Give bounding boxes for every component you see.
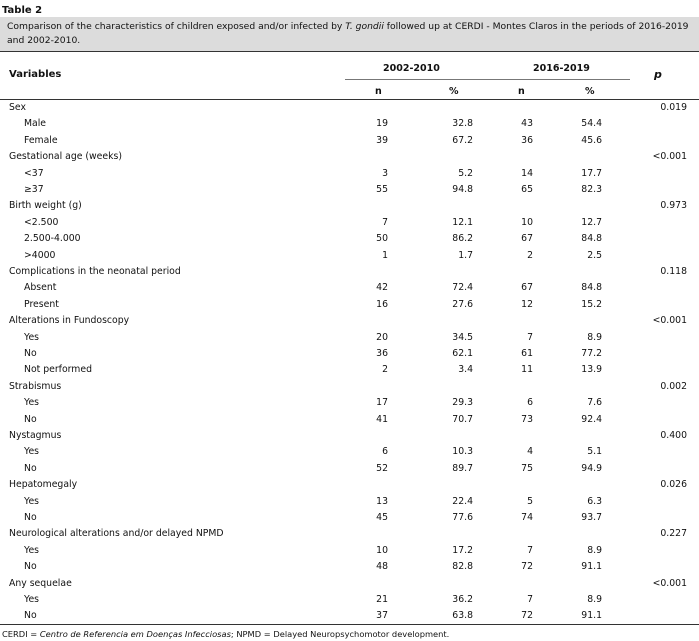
category-label: No (24, 413, 37, 425)
period-header-rule (345, 79, 630, 80)
variable-group-label: Sex (9, 102, 26, 113)
n-2016-2019: 6 (527, 397, 533, 409)
n-2002-2010: 10 (376, 544, 388, 556)
pct-2016-2019: 7.6 (587, 397, 602, 409)
category-label: Yes (24, 594, 40, 605)
pct-2016-2019: 8.9 (587, 331, 602, 343)
pct-2016-2019: 15.2 (581, 298, 602, 310)
pct-2002-2010: 34.5 (452, 331, 473, 343)
n-2016-2019: 2 (527, 249, 533, 261)
category-label: Yes (24, 331, 40, 343)
p-value-header: p (654, 68, 662, 81)
category-label: Absent (24, 282, 57, 294)
variable-group-label: Strabismus (9, 380, 62, 392)
n-2002-2010: 20 (376, 331, 388, 343)
category-label: Yes (24, 397, 40, 409)
footnote (2, 629, 449, 639)
n-2016-2019: 7 (527, 594, 533, 605)
p-value: 0.227 (660, 528, 687, 540)
pct-2002-2010: 5.2 (458, 167, 473, 179)
n-2016-2019: 65 (521, 184, 533, 195)
n-2016-2019: 5 (527, 495, 533, 507)
variables-header: Variables (9, 69, 62, 80)
n-2016-2019: 61 (521, 348, 533, 359)
category-label: Male (24, 118, 47, 130)
pct-2016-2019: 82.3 (581, 184, 602, 195)
pct-header-1: % (449, 86, 459, 97)
n-2016-2019: 73 (521, 413, 533, 425)
pct-2016-2019: 17.7 (581, 167, 602, 179)
category-label: Yes (24, 446, 40, 458)
n-2016-2019: 7 (527, 331, 533, 343)
p-value: <0.001 (652, 577, 687, 589)
pct-2002-2010: 36.2 (452, 594, 473, 605)
pct-2016-2019: 94.9 (581, 462, 602, 474)
category-label: <2.500 (24, 216, 59, 228)
pct-2002-2010: 94.8 (452, 184, 473, 195)
pct-2016-2019: 5.1 (587, 446, 602, 458)
category-label: 2.500-4.000 (24, 233, 81, 245)
n-2016-2019: 10 (521, 216, 533, 228)
caption-bottom-rule (0, 51, 699, 52)
category-label: Yes (24, 544, 40, 556)
variable-group-label: Nystagmus (9, 430, 62, 441)
variable-group-label: Neurological alterations and/or delayed NPMD (9, 528, 224, 540)
n-2016-2019: 74 (521, 512, 533, 523)
n-2002-2010: 21 (376, 594, 388, 605)
footnote-text-2: ; NPMD = Delayed Neuropsychomotor development. (230, 629, 450, 639)
pct-2002-2010: 12.1 (452, 216, 473, 228)
n-2016-2019: 4 (527, 446, 533, 458)
n-2016-2019: 72 (521, 561, 533, 573)
footnote-expansion: Centro de Referencia em Doenças Infecciosas (39, 629, 231, 639)
pct-2002-2010: 89.7 (452, 462, 473, 474)
footnote-text-1: CERDI = (2, 629, 40, 639)
n-2002-2010: 2 (382, 364, 388, 376)
pct-2002-2010: 82.8 (452, 561, 473, 573)
pct-2002-2010: 29.3 (452, 397, 473, 409)
pct-2002-2010: 10.3 (452, 446, 473, 458)
pct-header-2: % (585, 86, 595, 97)
n-2002-2010: 16 (376, 298, 388, 310)
pct-2002-2010: 3.4 (458, 364, 473, 376)
pct-2016-2019: 91.1 (581, 561, 602, 573)
n-2002-2010: 3 (382, 167, 388, 179)
pct-2002-2010: 70.7 (452, 413, 473, 425)
category-label: No (24, 512, 37, 523)
category-label: No (24, 348, 37, 359)
n-header-1: n (375, 86, 382, 97)
pct-2016-2019: 2.5 (587, 249, 602, 261)
pct-2016-2019: 93.7 (581, 512, 602, 523)
n-2002-2010: 6 (382, 446, 388, 458)
pct-2002-2010: 63.8 (452, 610, 473, 622)
p-value: 0.973 (660, 200, 687, 212)
variable-group-label: Hepatomegaly (9, 479, 78, 491)
p-value: 0.026 (660, 479, 687, 491)
pct-2002-2010: 67.2 (452, 134, 473, 146)
pct-2002-2010: 27.6 (452, 298, 473, 310)
period-2016-2019-header: 2016-2019 (533, 63, 590, 74)
p-value: <0.001 (652, 315, 687, 327)
period-2002-2010-header: 2002-2010 (383, 63, 440, 74)
n-2016-2019: 67 (521, 233, 533, 245)
table-caption (7, 20, 697, 47)
pct-2016-2019: 45.6 (581, 134, 602, 146)
n-2002-2010: 48 (376, 561, 388, 573)
caption-text-2: followed up at CERDI - Montes Claros in the periods of 2016-2019 and 2002-2010. (7, 21, 689, 46)
n-2016-2019: 36 (521, 134, 533, 146)
pct-2016-2019: 84.8 (581, 233, 602, 245)
caption-text-1: Comparison of the characteristics of children exposed and/or infected by (7, 21, 346, 32)
n-2002-2010: 50 (376, 233, 388, 245)
category-label: Present (24, 298, 59, 310)
n-2002-2010: 37 (376, 610, 388, 622)
category-label: No (24, 561, 37, 573)
pct-2016-2019: 12.7 (581, 216, 602, 228)
pct-2002-2010: 77.6 (452, 512, 473, 523)
n-2002-2010: 42 (376, 282, 388, 294)
p-value: 0.400 (660, 430, 687, 441)
n-2002-2010: 55 (376, 184, 388, 195)
pct-2016-2019: 8.9 (587, 544, 602, 556)
variable-group-label: Any sequelae (9, 577, 72, 589)
n-2016-2019: 43 (521, 118, 533, 130)
variable-group-label: Birth weight (g) (9, 200, 82, 212)
p-value: 0.118 (660, 266, 687, 277)
variable-group-label: Complications in the neonatal period (9, 266, 181, 277)
header-bottom-rule (0, 99, 699, 100)
p-value: 0.002 (660, 380, 687, 392)
pct-2016-2019: 84.8 (581, 282, 602, 294)
pct-2016-2019: 91.1 (581, 610, 602, 622)
pct-2002-2010: 62.1 (452, 348, 473, 359)
n-2016-2019: 75 (521, 462, 533, 474)
pct-2016-2019: 54.4 (581, 118, 602, 130)
n-2016-2019: 12 (521, 298, 533, 310)
variable-group-label: Alterations in Fundoscopy (9, 315, 130, 327)
table-label: Table 2 (2, 5, 43, 16)
n-2002-2010: 17 (376, 397, 388, 409)
pct-2002-2010: 17.2 (452, 544, 473, 556)
n-2016-2019: 67 (521, 282, 533, 294)
category-label: No (24, 610, 37, 622)
pct-2002-2010: 32.8 (452, 118, 473, 130)
n-2016-2019: 7 (527, 544, 533, 556)
n-2002-2010: 52 (376, 462, 388, 474)
n-2002-2010: 39 (376, 134, 388, 146)
n-2002-2010: 41 (376, 413, 388, 425)
pct-2002-2010: 22.4 (452, 495, 473, 507)
p-value: 0.019 (660, 102, 687, 113)
pct-2016-2019: 92.4 (581, 413, 602, 425)
n-2016-2019: 72 (521, 610, 533, 622)
pct-2016-2019: 13.9 (581, 364, 602, 376)
n-2002-2010: 45 (376, 512, 388, 523)
n-2016-2019: 14 (521, 167, 533, 179)
n-2002-2010: 1 (382, 249, 388, 261)
p-value: <0.001 (652, 151, 687, 163)
table-bottom-rule (0, 624, 699, 625)
n-2016-2019: 11 (521, 364, 533, 376)
pct-2016-2019: 77.2 (581, 348, 602, 359)
category-label: Female (24, 134, 58, 146)
pct-2016-2019: 8.9 (587, 594, 602, 605)
n-2002-2010: 13 (376, 495, 388, 507)
n-2002-2010: 36 (376, 348, 388, 359)
n-2002-2010: 7 (382, 216, 388, 228)
n-2002-2010: 19 (376, 118, 388, 130)
caption-species: T. gondii (345, 21, 384, 32)
n-header-2: n (518, 86, 525, 97)
category-label: <37 (24, 167, 44, 179)
category-label: ≥37 (24, 184, 44, 195)
category-label: No (24, 462, 37, 474)
pct-2002-2010: 1.7 (458, 249, 473, 261)
category-label: Yes (24, 495, 40, 507)
pct-2002-2010: 86.2 (452, 233, 473, 245)
pct-2002-2010: 72.4 (452, 282, 473, 294)
category-label: Not performed (24, 364, 92, 376)
category-label: >4000 (24, 249, 56, 261)
pct-2016-2019: 6.3 (587, 495, 602, 507)
variable-group-label: Gestational age (weeks) (9, 151, 122, 163)
